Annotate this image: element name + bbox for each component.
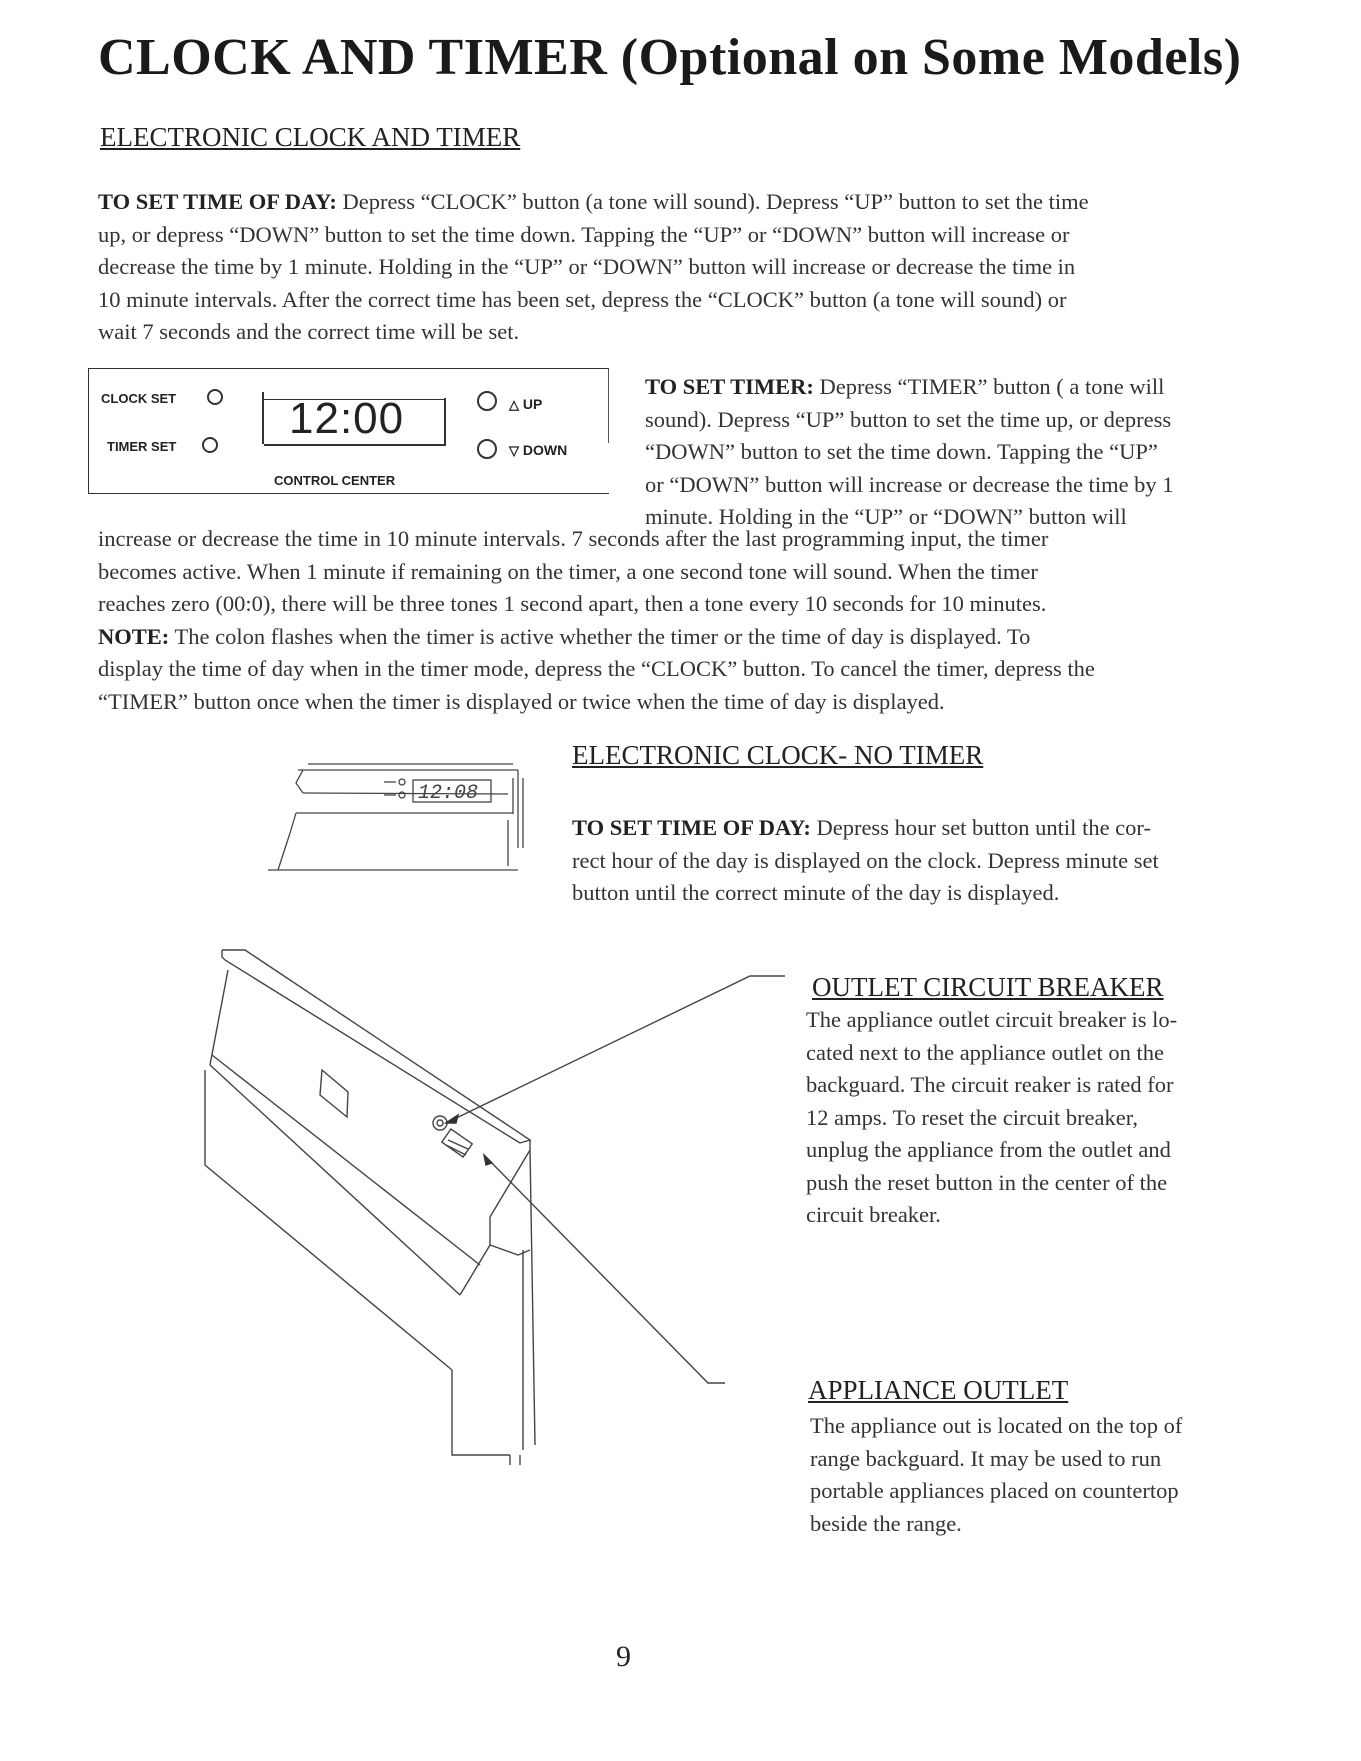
- outlet-heading: APPLIANCE OUTLET: [808, 1375, 1069, 1405]
- lead-set-time: TO SET TIME OF DAY:: [98, 189, 337, 214]
- no-timer-line: rect hour of the day is displayed on the clock. Depress minute set: [572, 847, 1159, 873]
- timer-line: “DOWN” button to set the time down. Tapping the “UP”: [645, 439, 1158, 464]
- outlet-text: [810, 1410, 1270, 1540]
- breaker-line: circuit breaker.: [806, 1202, 941, 1227]
- breaker-line: backguard. The circuit reaker is rated for: [806, 1072, 1174, 1097]
- up-label: [509, 396, 542, 413]
- no-timer-line: Depress hour set button until the cor-: [816, 815, 1151, 840]
- clock-line: up, or depress “DOWN” button to set the time down. Tapping the “UP” or “DOWN” button will increase or: [98, 221, 1070, 247]
- clock-set-label: CLOCK SET: [101, 391, 177, 406]
- control-center-label: CONTROL CENTER: [274, 473, 396, 488]
- up-button-icon: [477, 391, 497, 411]
- outlet-line: range backguard. It may be used to run: [810, 1445, 1162, 1471]
- control-center-diagram: [88, 368, 609, 494]
- timer-line: becomes active. When 1 minute if remaining on the timer, a one second tone will sound. When the timer: [98, 558, 1038, 584]
- clock-line: wait 7 seconds and the correct time will be set.: [98, 319, 520, 344]
- clock-line: 10 minute intervals. After the correct time has been set, depress the “CLOCK” button (a tone will sound) or: [98, 286, 1067, 312]
- timer-set-label: TIMER SET: [107, 439, 177, 454]
- down-label: [509, 442, 567, 459]
- down-arrow-icon: ▽: [509, 443, 519, 458]
- page-title: CLOCK AND TIMER (Optional on Some Models): [98, 29, 1242, 86]
- lead-set-time-no-timer: TO SET TIME OF DAY:: [572, 815, 811, 840]
- outlet-line: portable appliances placed on countertop: [810, 1478, 1179, 1503]
- page-number: 9: [616, 1640, 631, 1673]
- clock-no-timer-instructions: [572, 812, 1272, 910]
- clock-instructions: [98, 186, 1266, 349]
- timer-instructions-full: [98, 523, 1266, 718]
- clock-no-timer-diagram: [268, 758, 528, 898]
- breaker-heading: OUTLET CIRCUIT BREAKER: [812, 972, 1164, 1002]
- breaker-line: cated next to the appliance outlet on the: [806, 1039, 1164, 1065]
- timer-line: or “DOWN” button will increase or decrease the time by 1: [645, 471, 1174, 497]
- timer-line: minute. Holding in the “UP” or “DOWN” button will: [645, 504, 1127, 529]
- small-display-time: 12:08: [418, 782, 479, 805]
- breaker-line: The appliance outlet circuit breaker is lo-: [806, 1007, 1178, 1032]
- timer-set-button-icon: [202, 437, 218, 453]
- note-line: The colon flashes when the timer is active whether the timer or the time of day is displayed. To: [174, 623, 1031, 649]
- note-line: display the time of day when in the timer mode, depress the “CLOCK” button. To cancel the timer, depress the: [98, 656, 1095, 681]
- clock-display: [264, 394, 444, 446]
- lead-set-timer: TO SET TIMER:: [645, 374, 814, 399]
- down-button-icon: [477, 439, 497, 459]
- note-line: “TIMER” button once when the timer is displayed or twice when the time of day is displayed.: [98, 688, 945, 714]
- no-timer-line: button until the correct minute of the day is displayed.: [572, 880, 1060, 905]
- outlet-line: The appliance out is located on the top of: [810, 1413, 1183, 1438]
- clock-line: decrease the time by 1 minute. Holding in the “UP” or “DOWN” button will increase or decrease the time in: [98, 254, 1076, 279]
- section-heading-clock-no-timer: ELECTRONIC CLOCK- NO TIMER: [572, 740, 984, 770]
- timer-instructions-side: [645, 371, 1265, 534]
- breaker-line: 12 amps. To reset the circuit breaker,: [806, 1104, 1138, 1130]
- breaker-line: unplug the appliance from the outlet and: [806, 1137, 1171, 1162]
- range-backguard-diagram: [190, 945, 820, 1465]
- timer-line: increase or decrease the time in 10 minute intervals. 7 seconds after the last programming input, the timer: [98, 526, 1049, 551]
- timer-line: sound). Depress “UP” button to set the time up, or depress: [645, 406, 1172, 432]
- display-time: 12:00: [289, 394, 405, 443]
- down-text: DOWN: [522, 442, 568, 458]
- breaker-text: [806, 1004, 1266, 1232]
- up-text: UP: [522, 396, 543, 412]
- timer-line: Depress “TIMER” button ( a tone will: [819, 374, 1165, 399]
- up-arrow-icon: △: [509, 397, 519, 412]
- clock-line: Depress “CLOCK” button (a tone will sound). Depress “UP” button to set the time: [342, 189, 1089, 214]
- timer-line: reaches zero (00:0), there will be three tones 1 second apart, then a tone every 10 seconds for 10 minutes.: [98, 591, 1047, 616]
- clock-set-button-icon: [207, 389, 223, 405]
- section-heading-clock-timer: ELECTRONIC CLOCK AND TIMER: [100, 122, 521, 152]
- breaker-line: push the reset button in the center of the: [806, 1169, 1168, 1195]
- note-label: NOTE:: [98, 623, 170, 649]
- outlet-line: beside the range.: [810, 1510, 962, 1536]
